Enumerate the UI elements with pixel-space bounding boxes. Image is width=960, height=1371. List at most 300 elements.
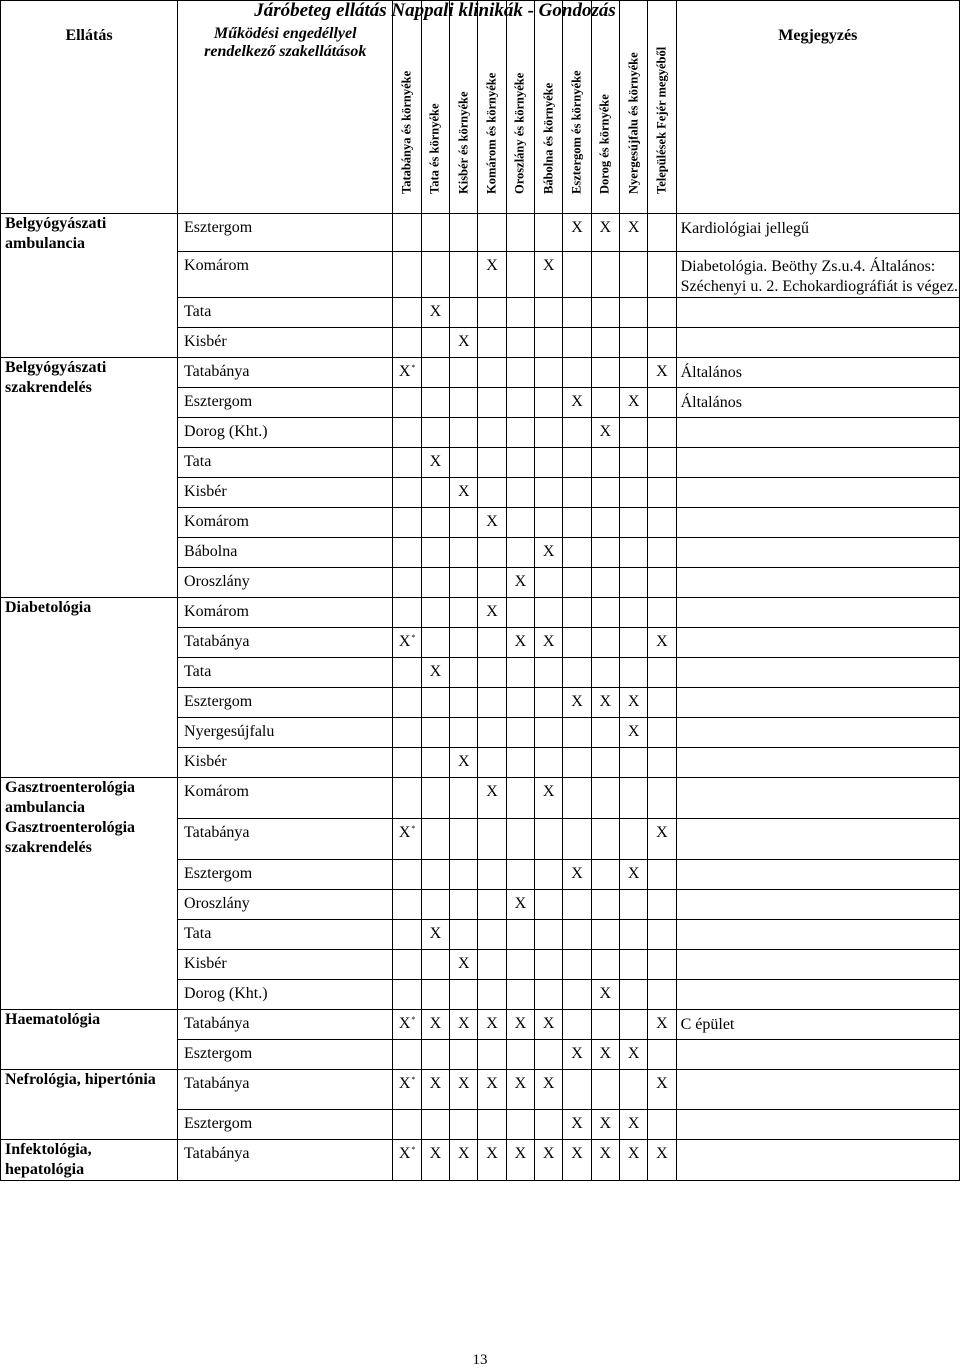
mark-cell [591, 860, 619, 890]
mark-cell [619, 688, 647, 718]
mark-cell [563, 950, 591, 980]
note-cell [676, 508, 959, 538]
star-mark: * [411, 1015, 416, 1024]
location-cell: Tata [178, 298, 393, 328]
location-cell: Tatabánya [178, 628, 393, 658]
x-mark: X [429, 663, 442, 680]
specialty-cell: Belgyógyászati szakrendelés [1, 358, 178, 598]
x-mark: X [656, 1075, 668, 1092]
mark-cell [393, 252, 421, 298]
table-row [1, 214, 960, 252]
note-cell [676, 448, 959, 478]
location-cell: Oroszlány [178, 568, 393, 598]
mark-cell [393, 538, 421, 568]
mark-cell [563, 298, 591, 328]
mark-cell [478, 448, 506, 478]
mark-cell [421, 214, 449, 252]
x-mark: X [656, 363, 668, 380]
note-cell [676, 1110, 959, 1140]
note-cell [676, 538, 959, 568]
mark-cell [619, 478, 647, 508]
note-cell [676, 819, 959, 860]
mark-cell [478, 568, 506, 598]
mark-cell [619, 628, 647, 658]
header-area [591, 1, 619, 214]
note-cell: Diabetológia. Beöthy Zs.u.4. Általános: Széchenyi u. 2. Echokardiográfiát is végez. [676, 252, 959, 298]
mark-cell [393, 448, 421, 478]
mark-cell [421, 508, 449, 538]
mark-cell [563, 214, 591, 252]
mark-cell [506, 418, 534, 448]
specialty-cell: Diabetológia [1, 598, 178, 778]
mark-cell [393, 920, 421, 950]
note-cell [676, 688, 959, 718]
note-cell [676, 778, 959, 819]
area-label: Tata és környéke [427, 103, 442, 194]
mark-cell [393, 298, 421, 328]
mark-cell [506, 1070, 534, 1110]
mark-cell [619, 538, 647, 568]
mark-cell [478, 478, 506, 508]
note-cell [676, 890, 959, 920]
x-mark: X [542, 1145, 555, 1162]
mark-cell [648, 418, 676, 448]
x-mark: X [599, 423, 612, 440]
mark-cell [591, 568, 619, 598]
mark-cell [421, 950, 449, 980]
mark-cell [648, 478, 676, 508]
mark-cell [450, 1140, 478, 1181]
x-mark: X [486, 1145, 498, 1162]
mark-cell [506, 252, 534, 298]
x-mark: X [429, 303, 442, 320]
mark-cell [478, 598, 506, 628]
mark-cell [450, 598, 478, 628]
mark-cell [535, 448, 563, 478]
mark-cell [563, 388, 591, 418]
mark-cell [648, 860, 676, 890]
mark-cell [619, 819, 647, 860]
mark-cell [450, 418, 478, 448]
mark-cell [421, 980, 449, 1010]
header-area [535, 1, 563, 214]
header-row [1, 1, 960, 214]
mark-cell [535, 748, 563, 778]
mark-cell [648, 1070, 676, 1110]
mark-cell [393, 328, 421, 358]
x-mark: X [627, 1115, 640, 1132]
mark-cell [535, 298, 563, 328]
mark-cell [421, 418, 449, 448]
mark-cell [535, 1010, 563, 1040]
mark-cell [535, 252, 563, 298]
mark-cell [648, 890, 676, 920]
mark-cell [563, 508, 591, 538]
mark-cell [450, 890, 478, 920]
header-area [393, 1, 421, 214]
mark-cell [450, 980, 478, 1010]
mark-cell [393, 1010, 421, 1040]
mark-cell [535, 418, 563, 448]
mark-cell [563, 1110, 591, 1140]
mark-cell [506, 214, 534, 252]
location-cell: Tatabánya [178, 1070, 393, 1110]
mark-cell [478, 1010, 506, 1040]
mark-cell [563, 538, 591, 568]
x-mark: X [457, 333, 470, 350]
location-cell: Kisbér [178, 748, 393, 778]
mark-cell [619, 1040, 647, 1070]
mark-cell [535, 214, 563, 252]
mark-cell [478, 252, 506, 298]
mark-cell [591, 1040, 619, 1070]
mark-cell [506, 1010, 534, 1040]
mark-cell [506, 658, 534, 688]
mark-cell [535, 598, 563, 628]
mark-cell [450, 478, 478, 508]
mark-cell [591, 658, 619, 688]
mark-cell [563, 980, 591, 1010]
note-cell [676, 658, 959, 688]
mark-cell [478, 358, 506, 388]
x-mark: X [571, 693, 583, 710]
mark-cell [591, 980, 619, 1010]
specialty-cell: Belgyógyászati ambulancia [1, 214, 178, 358]
x-mark: X [457, 1075, 470, 1092]
mark-cell [506, 920, 534, 950]
mark-cell [506, 819, 534, 860]
mark-cell [450, 718, 478, 748]
header-megjegyzes: Megjegyzés [676, 1, 959, 214]
mark-cell [421, 598, 449, 628]
mark-cell [421, 568, 449, 598]
mark-cell [591, 748, 619, 778]
x-mark: X [656, 1015, 668, 1032]
mark-cell [619, 252, 647, 298]
header-ellatas: Ellátás [1, 1, 178, 214]
x-mark: X [627, 723, 640, 740]
mark-cell [393, 1070, 421, 1110]
mark-cell [421, 860, 449, 890]
location-cell: Komárom [178, 252, 393, 298]
location-cell: Tata [178, 920, 393, 950]
table-row [1, 1140, 960, 1181]
location-cell: Tatabánya [178, 1140, 393, 1181]
table-row [1, 1070, 960, 1110]
mark-cell [648, 980, 676, 1010]
mark-cell [648, 388, 676, 418]
note-cell [676, 1140, 959, 1181]
mark-cell [478, 920, 506, 950]
mark-cell [478, 538, 506, 568]
mark-cell [421, 358, 449, 388]
mark-cell [450, 448, 478, 478]
mark-cell [421, 1010, 449, 1040]
x-mark: X [542, 633, 555, 650]
note-cell [676, 1070, 959, 1110]
page-number: 13 [472, 1352, 488, 1368]
mark-cell [478, 890, 506, 920]
mark-cell [478, 1140, 506, 1181]
x-mark: X [599, 219, 612, 236]
mark-cell [563, 568, 591, 598]
mark-cell [591, 890, 619, 920]
mark-cell [393, 819, 421, 860]
mark-cell [478, 1040, 506, 1070]
mark-cell [591, 920, 619, 950]
x-mark: X [398, 1075, 411, 1092]
mark-cell [648, 1110, 676, 1140]
mark-cell [591, 950, 619, 980]
specialty-cell: Nefrológia, hipertónia [1, 1070, 178, 1140]
x-mark: X [429, 453, 442, 470]
mark-cell [478, 298, 506, 328]
mark-cell [619, 358, 647, 388]
mark-cell [648, 950, 676, 980]
mark-cell [648, 1010, 676, 1040]
mark-cell [619, 448, 647, 478]
mark-cell [619, 950, 647, 980]
mark-cell [591, 1140, 619, 1181]
mark-cell [506, 1040, 534, 1070]
mark-cell [421, 298, 449, 328]
mark-cell [619, 718, 647, 748]
area-label: Esztergom és környéke [569, 70, 584, 194]
mark-cell [506, 568, 534, 598]
location-cell: Esztergom [178, 1110, 393, 1140]
mark-cell [450, 778, 478, 819]
mark-cell [535, 358, 563, 388]
mark-cell [619, 778, 647, 819]
mark-cell [421, 328, 449, 358]
x-mark: X [514, 1145, 527, 1162]
mark-cell [563, 890, 591, 920]
mark-cell [421, 819, 449, 860]
x-mark: X [542, 543, 555, 560]
location-cell: Tatabánya [178, 358, 393, 388]
note-cell: Kardiológiai jellegű [676, 214, 959, 252]
x-mark: X [486, 513, 498, 530]
header-area [506, 1, 534, 214]
mark-cell [478, 508, 506, 538]
x-mark: X [486, 603, 498, 620]
location-cell: Dorog (Kht.) [178, 980, 393, 1010]
mark-cell [535, 1110, 563, 1140]
header-area [421, 1, 449, 214]
mark-cell [619, 748, 647, 778]
area-label: Oroszlány és környéke [512, 72, 527, 194]
mark-cell [591, 298, 619, 328]
location-cell: Dorog (Kht.) [178, 418, 393, 448]
mark-cell [506, 778, 534, 819]
mark-cell [648, 598, 676, 628]
mark-cell [648, 778, 676, 819]
mark-cell [478, 860, 506, 890]
x-mark: X [599, 1045, 612, 1062]
mark-cell [506, 358, 534, 388]
location-cell: Kisbér [178, 328, 393, 358]
mark-cell [619, 388, 647, 418]
table-row [1, 1010, 960, 1040]
table-row [1, 358, 960, 388]
mark-cell [619, 418, 647, 448]
header-area [619, 1, 647, 214]
mark-cell [648, 252, 676, 298]
mark-cell [506, 718, 534, 748]
mark-cell [478, 950, 506, 980]
mark-cell [535, 890, 563, 920]
mark-cell [535, 1070, 563, 1110]
note-cell [676, 748, 959, 778]
mark-cell [393, 628, 421, 658]
x-mark: X [542, 783, 555, 800]
x-mark: X [398, 1015, 411, 1032]
mark-cell [450, 688, 478, 718]
mark-cell [535, 1040, 563, 1070]
mark-cell [450, 920, 478, 950]
location-cell: Komárom [178, 598, 393, 628]
mark-cell [393, 980, 421, 1010]
mark-cell [478, 328, 506, 358]
mark-cell [393, 718, 421, 748]
mark-cell [591, 358, 619, 388]
mark-cell [506, 478, 534, 508]
mark-cell [393, 860, 421, 890]
header-area [563, 1, 591, 214]
mark-cell [506, 538, 534, 568]
mark-cell [648, 658, 676, 688]
mark-cell [648, 508, 676, 538]
x-mark: X [571, 219, 583, 236]
mark-cell [478, 418, 506, 448]
mark-cell [421, 658, 449, 688]
mark-cell [450, 538, 478, 568]
mark-cell [535, 658, 563, 688]
mark-cell [393, 598, 421, 628]
x-mark: X [599, 1145, 612, 1162]
mark-cell [393, 658, 421, 688]
mark-cell [648, 1140, 676, 1181]
mark-cell [591, 252, 619, 298]
mark-cell [421, 478, 449, 508]
note-cell [676, 1040, 959, 1070]
x-mark: X [542, 257, 555, 274]
x-mark: X [627, 1045, 640, 1062]
x-mark: X [542, 1075, 555, 1092]
mark-cell [619, 890, 647, 920]
area-label: Kisbér és környéke [456, 91, 471, 194]
mark-cell [421, 920, 449, 950]
location-cell: Bábolna [178, 538, 393, 568]
x-mark: X [398, 824, 411, 841]
area-label: Komárom és környéke [484, 72, 499, 194]
mark-cell [563, 252, 591, 298]
location-cell: Tata [178, 448, 393, 478]
mark-cell [563, 778, 591, 819]
mark-cell [506, 628, 534, 658]
area-label: Bábolna és környéke [541, 82, 556, 194]
mark-cell [506, 598, 534, 628]
mark-cell [648, 920, 676, 950]
mark-cell [591, 418, 619, 448]
mark-cell [535, 328, 563, 358]
mark-cell [506, 508, 534, 538]
mark-cell [619, 920, 647, 950]
mark-cell [591, 1110, 619, 1140]
mark-cell [393, 1140, 421, 1181]
mark-cell [648, 1040, 676, 1070]
x-mark: X [429, 925, 442, 942]
location-cell: Esztergom [178, 688, 393, 718]
mark-cell [535, 1140, 563, 1181]
mark-cell [648, 538, 676, 568]
mark-cell [506, 980, 534, 1010]
mark-cell [506, 1110, 534, 1140]
header-area [648, 1, 676, 214]
area-label: Tatabánya és környéke [399, 70, 414, 194]
x-mark: X [457, 1145, 470, 1162]
mark-cell [619, 298, 647, 328]
mark-cell [393, 688, 421, 718]
mark-cell [591, 328, 619, 358]
mark-cell [648, 718, 676, 748]
mark-cell [535, 860, 563, 890]
mark-cell [506, 388, 534, 418]
x-mark: X [457, 483, 470, 500]
x-mark: X [514, 1015, 527, 1032]
x-mark: X [599, 693, 612, 710]
mark-cell [591, 718, 619, 748]
x-mark: X [486, 1075, 498, 1092]
x-mark: X [571, 865, 583, 882]
x-mark: X [486, 1015, 498, 1032]
x-mark: X [656, 633, 668, 650]
mark-cell [450, 252, 478, 298]
x-mark: X [571, 1115, 583, 1132]
specialty-cell: Haematológia [1, 1010, 178, 1070]
mark-cell [421, 748, 449, 778]
mark-cell [535, 778, 563, 819]
mark-cell [393, 214, 421, 252]
mark-cell [591, 1070, 619, 1110]
mark-cell [563, 658, 591, 688]
note-cell: C épület [676, 1010, 959, 1040]
mark-cell [421, 628, 449, 658]
table-row [1, 778, 960, 819]
mark-cell [648, 568, 676, 598]
mark-cell [506, 298, 534, 328]
mark-cell [450, 214, 478, 252]
mark-cell [648, 819, 676, 860]
mark-cell [591, 778, 619, 819]
note-cell [676, 718, 959, 748]
x-mark: X [514, 895, 527, 912]
location-cell: Tatabánya [178, 1010, 393, 1040]
mark-cell [478, 688, 506, 718]
mark-cell [535, 819, 563, 860]
header-area [478, 1, 506, 214]
star-mark: * [411, 633, 416, 642]
mark-cell [563, 598, 591, 628]
mark-cell [619, 328, 647, 358]
mark-cell [478, 628, 506, 658]
mark-cell [591, 1010, 619, 1040]
location-cell: Esztergom [178, 1040, 393, 1070]
note-cell [676, 598, 959, 628]
mark-cell [563, 418, 591, 448]
specialty-cell: Infektológia, hepatológia [1, 1140, 178, 1181]
mark-cell [393, 1110, 421, 1140]
